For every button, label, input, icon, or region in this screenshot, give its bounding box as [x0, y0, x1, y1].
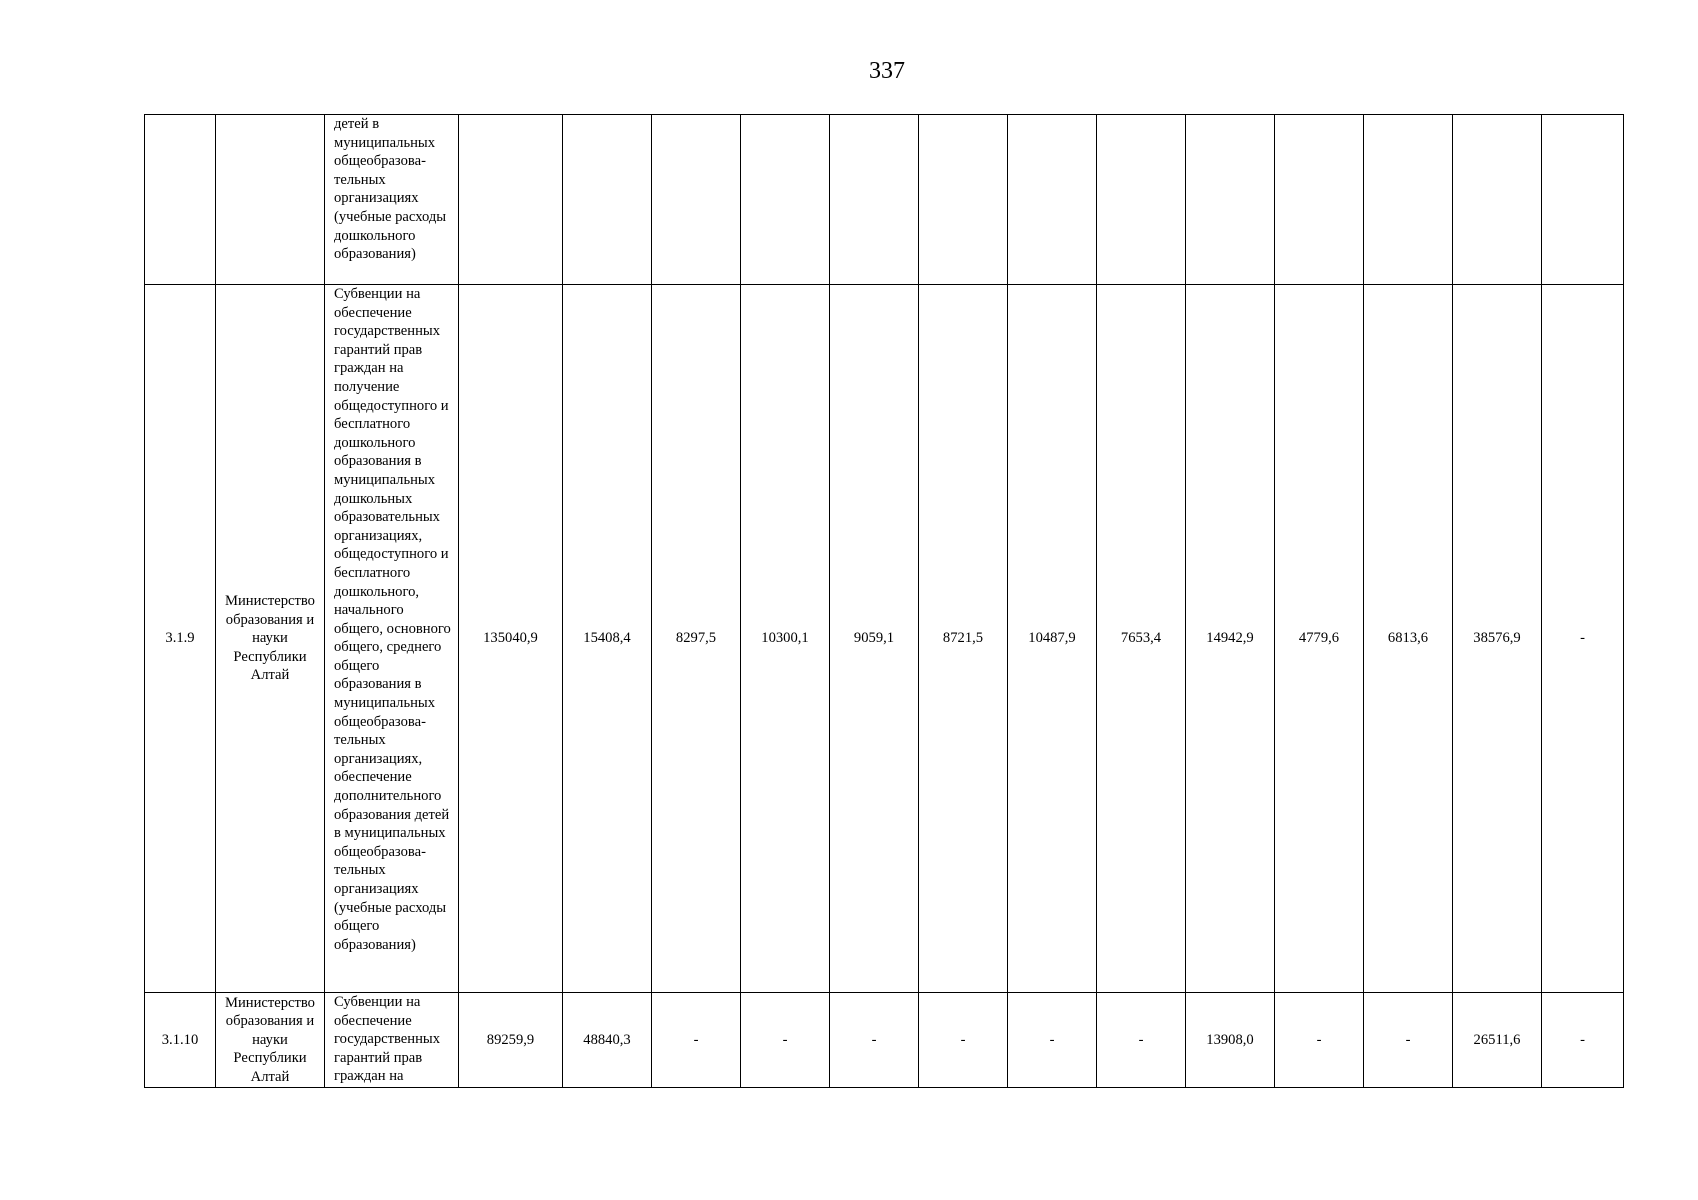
organization-cell: Министерство образования и науки Республики Алтай: [216, 993, 325, 1088]
value-cell: 6813,6: [1364, 285, 1453, 993]
value-cell: [1008, 115, 1097, 285]
value-cell: [1097, 115, 1186, 285]
value-cell: [1453, 115, 1542, 285]
value-cell: 10487,9: [1008, 285, 1097, 993]
organization-cell: Министерство образования и науки Республики Алтай: [216, 285, 325, 993]
value-cell: 8721,5: [919, 285, 1008, 993]
value-cell: 14942,9: [1186, 285, 1275, 993]
page-number: 337: [869, 58, 905, 84]
value-cell: [830, 115, 919, 285]
value-cell: [1186, 115, 1275, 285]
value-cell: -: [1364, 993, 1453, 1088]
value-cell: [919, 115, 1008, 285]
value-cell: -: [830, 993, 919, 1088]
value-cell: -: [919, 993, 1008, 1088]
value-cell: [1275, 115, 1364, 285]
value-cell: 38576,9: [1453, 285, 1542, 993]
value-cell: 8297,5: [652, 285, 741, 993]
value-cell: -: [1542, 285, 1624, 993]
description-cell: детей в муниципальных общеобразова-тельных организациях (учебные расходы дошкольного образования): [325, 115, 459, 285]
description-cell: Субвенции на обеспечение государственных гарантий прав граждан на: [325, 993, 459, 1088]
description-cell: Субвенции на обеспечение государственных гарантий прав граждан на получение общедоступного и бесплатного дошкольного образования в муниципальных дошкольных образовательных организациях, общедоступного и бесплатного дошкольного, начального общего, основного общего, среднего общего образования в муниципальных общеобразова-тельных организациях, обеспечение дополнительного образования детей в муниципальных общеобразова-тельных организациях (учебные расходы общего образования): [325, 285, 459, 993]
value-cell: 7653,4: [1097, 285, 1186, 993]
value-cell: [741, 115, 830, 285]
value-cell: 15408,4: [563, 285, 652, 993]
value-cell: 89259,9: [459, 993, 563, 1088]
value-cell: 48840,3: [563, 993, 652, 1088]
value-cell: 9059,1: [830, 285, 919, 993]
value-cell: [1542, 115, 1624, 285]
budget-table: [144, 114, 1624, 1088]
value-cell: -: [1275, 993, 1364, 1088]
value-cell: 26511,6: [1453, 993, 1542, 1088]
row-number-cell: 3.1.10: [145, 993, 216, 1088]
row-number-cell: 3.1.9: [145, 285, 216, 993]
value-cell: 10300,1: [741, 285, 830, 993]
value-cell: 135040,9: [459, 285, 563, 993]
table-row: [145, 993, 1624, 1088]
value-cell: -: [1542, 993, 1624, 1088]
value-cell: [459, 115, 563, 285]
table-row: [145, 115, 1624, 285]
value-cell: [652, 115, 741, 285]
organization-cell: [216, 115, 325, 285]
value-cell: 13908,0: [1186, 993, 1275, 1088]
value-cell: -: [652, 993, 741, 1088]
value-cell: -: [1008, 993, 1097, 1088]
value-cell: [1364, 115, 1453, 285]
value-cell: -: [1097, 993, 1186, 1088]
value-cell: -: [741, 993, 830, 1088]
value-cell: 4779,6: [1275, 285, 1364, 993]
row-number-cell: [145, 115, 216, 285]
table-row: [145, 285, 1624, 993]
value-cell: [563, 115, 652, 285]
